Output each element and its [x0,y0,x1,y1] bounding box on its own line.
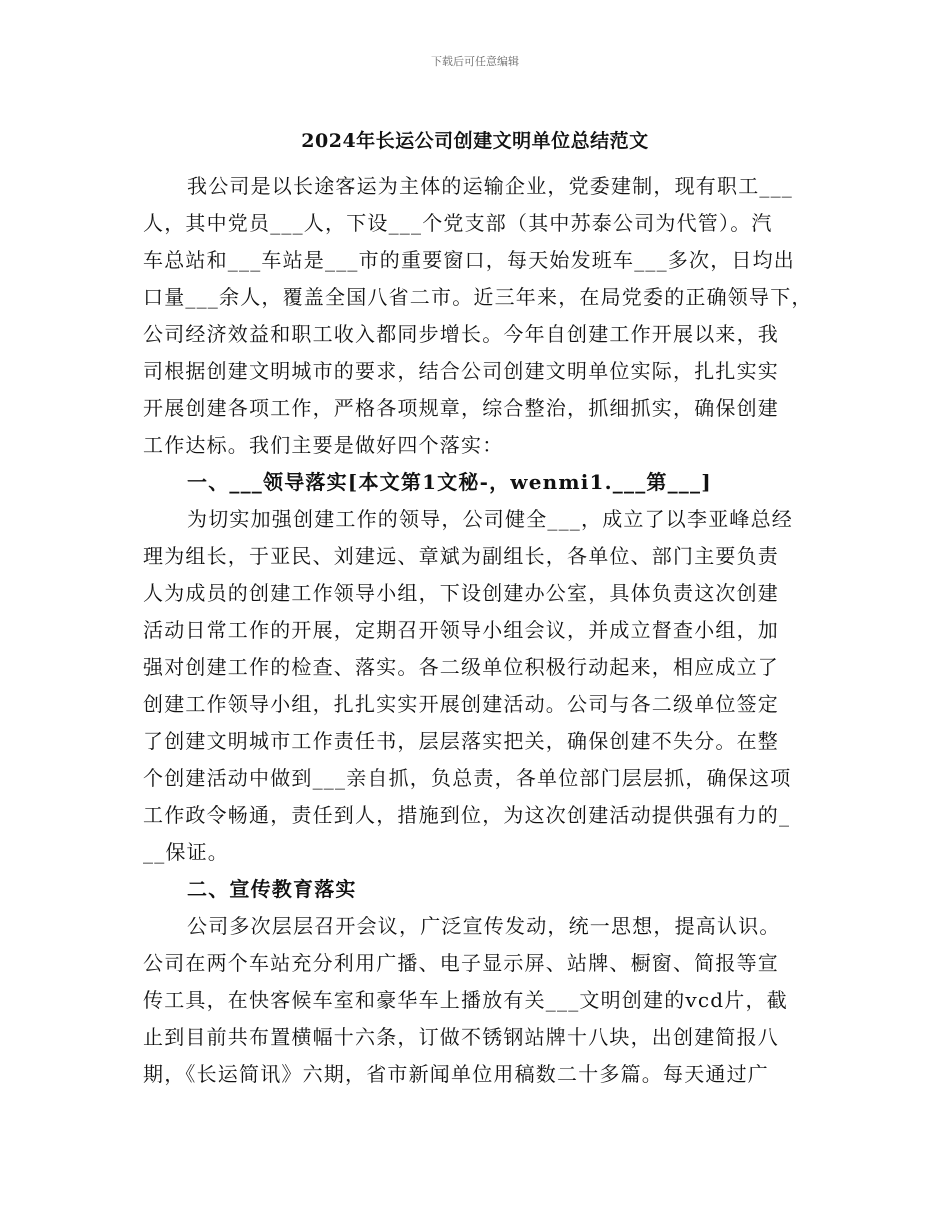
text-line: 公司在两个车站充分利用广播、电子显示屏、站牌、橱窗、简报等宣 [143,951,779,975]
document-title: 2024年长运公司创建文明单位总结范文 [301,130,649,152]
text-line: 公司多次层层召开会议，广泛宣传发动，统一思想，提高认识。 [187,914,781,938]
text-line: 个创建活动中做到___亲自抓，负总责，各单位部门层层抓，确保这项 [143,766,792,790]
text-line: 了创建文明城市工作责任书，层层落实把关，确保创建不失分。在整 [143,729,779,753]
text-line: 为切实加强创建工作的领导，公司健全___，成立了以李亚峰总经 [187,507,793,531]
text-line: 工作达标。我们主要是做好四个落实： [143,433,504,457]
text-line: 止到目前共布置横幅十六条，订做不锈钢站牌十八块，出创建简报八 [143,1025,779,1049]
text-line: 强对创建工作的检查、落实。各二级单位积极行动起来，相应成立了 [143,655,779,679]
text-line: 开展创建各项工作，严格各项规章，综合整治，抓细抓实，确保创建 [143,396,779,420]
document-body [143,168,819,1093]
section-heading: 一、___领导落实[本文第1文秘-，wenmi1.___第___] [187,470,712,494]
text-line: 期，《长运简讯》六期，省市新闻单位用稿数二十多篇。每天通过广 [143,1062,769,1086]
text-line: 人，其中党员___人，下设___个党支部（其中苏泰公司为代管）。汽 [143,211,773,235]
page-header-note: 下载后可任意编辑 [431,55,519,68]
text-line: 人为成员的创建工作领导小组，下设创建办公室，具体负责这次创建 [143,581,779,605]
text-line: 公司经济效益和职工收入都同步增长。今年自创建工作开展以来，我 [143,322,779,346]
text-line: 创建工作领导小组，扎扎实实开展创建活动。公司与各二级单位签定 [143,692,779,716]
text-line: 口量___余人，覆盖全国八省二市。近三年来，在局党委的正确领导下， [143,285,813,309]
text-line: 司根据创建文明城市的要求，结合公司创建文明单位实际，扎扎实实 [143,359,779,383]
text-line: 工作政令畅通，责任到人，措施到位，为这次创建活动提供强有力的_ [143,803,791,827]
text-line: __保证。 [143,840,229,864]
text-line: 传工具，在快客候车室和豪华车上播放有关___文明创建的vcd片，截 [143,988,788,1012]
text-line: 我公司是以长途客运为主体的运输企业，党委建制，现有职工___ [187,174,793,198]
text-line: 理为组长，于亚民、刘建远、章斌为副组长，各单位、部门主要负责 [143,544,779,568]
text-line: 车总站和___车站是___市的重要窗口，每天始发班车___多次，日均出 [143,248,795,272]
section-heading: 二、宣传教育落实 [187,877,357,901]
text-line: 活动日常工作的开展，定期召开领导小组会议，并成立督查小组，加 [143,618,779,642]
